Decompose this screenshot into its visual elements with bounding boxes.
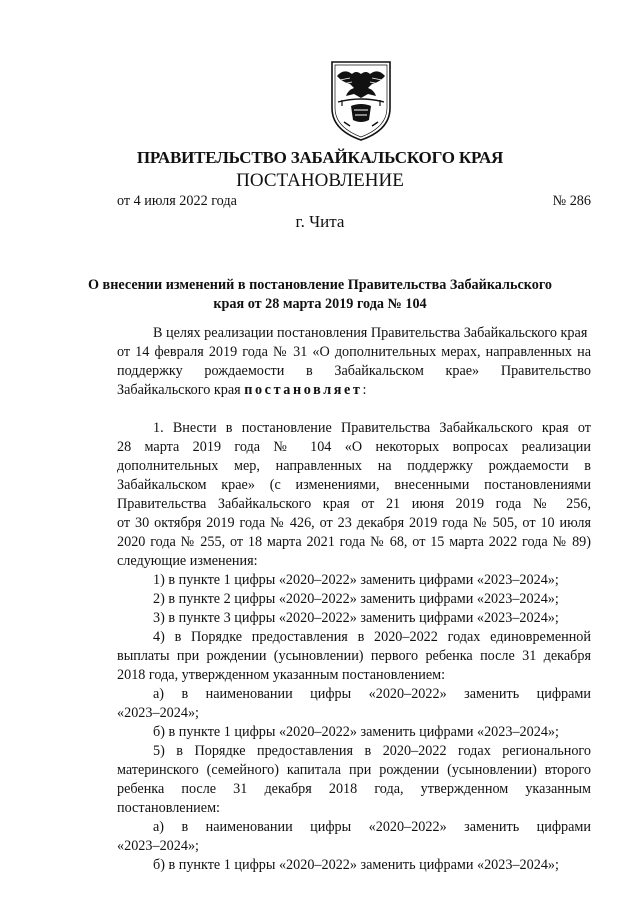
change-4-line-1: 4) в Порядке предоставления в 2020–2022 годах единовременной [153,629,591,645]
preamble-line-1: В целях реализации постановления Правительства Забайкальского края [153,325,588,341]
preamble-line-4 [117,381,366,399]
change-4a-line-1: а) в наименовании цифры «2020–2022» заменить цифрами [153,686,591,702]
change-5-line-3: ребенка после 31 декабря 2018 года, утвержденном указанным [117,781,591,797]
change-4-line-3: 2018 года, утвержденном указанным постановлением: [117,667,446,683]
change-1: 1) в пункте 1 цифры «2020–2022» заменить цифрами «2023–2024»; [153,572,559,588]
change-4-line-2: выплаты при рождении (усыновлении) первого ребенка после 31 декабря [117,648,591,664]
change-5a-line-1: а) в наименовании цифры «2020–2022» заменить цифрами [153,819,591,835]
preamble-keyword: постановляет [244,382,363,398]
item1-line-4: Забайкальском крае» (с изменениями, внесенными постановлениями [117,477,591,493]
item1-line-6: от 30 октября 2019 года № 426, от 23 декабря 2019 года № 505, от 10 июля [117,515,591,531]
change-2: 2) в пункте 2 цифры «2020–2022» заменить цифрами «2023–2024»; [153,591,559,607]
item1-line-2: 28 марта 2019 года № 104 «О некоторых вопросах реализации [117,439,591,455]
change-4a-line-2: «2023–2024»; [117,705,199,721]
preamble-line-3: поддержку рождаемости в Забайкальском крае» Правительство [117,363,591,379]
government-title: ПРАВИТЕЛЬСТВО ЗАБАЙКАЛЬСКОГО КРАЯ [136,148,504,167]
document-number: № 286 [552,193,591,209]
document-date: от 4 июля 2022 года [117,193,237,209]
item1-line-7: 2020 года № 255, от 18 марта 2021 года № 68, от 15 марта 2022 года № 89) [117,534,591,550]
change-5a-line-2: «2023–2024»; [117,838,199,854]
change-4b: б) в пункте 1 цифры «2020–2022» заменить цифрами «2023–2024»; [153,724,559,740]
document-type: ПОСТАНОВЛЕНИЕ [236,170,404,191]
change-5-line-4: постановлением: [117,800,220,816]
preamble-line-4-start: Забайкальского края [117,382,245,398]
item1-line-1: 1. Внести в постановление Правительства Забайкальского края от [153,420,591,436]
item1-line-5: Правительства Забайкальского края от 21 июня 2019 года № 256, [117,496,591,512]
zabaikalsky-krai-coat-of-arms-icon [328,58,394,142]
change-3: 3) в пункте 3 цифры «2020–2022» заменить цифрами «2023–2024»; [153,610,559,626]
subject-line-1: О внесении изменений в постановление Правительства Забайкальского [87,277,553,293]
city-name: г. Чита [295,212,345,231]
change-5-line-1: 5) в Порядке предоставления в 2020–2022 годах регионального [153,743,591,759]
preamble-line-4-end: : [362,382,367,398]
item1-line-8: следующие изменения: [117,553,258,569]
subject-line-2: края от 28 марта 2019 года № 104 [213,296,427,312]
change-5b: б) в пункте 1 цифры «2020–2022» заменить цифрами «2023–2024»; [153,857,559,873]
preamble-line-2: от 14 февраля 2019 года № 31 «О дополнительных мерах, направленных на [117,344,591,360]
change-5-line-2: материнского (семейного) капитала при рождении (усыновлении) второго [117,762,591,778]
item1-line-3: дополнительных мер, направленных на поддержку рождаемости в [117,458,591,474]
